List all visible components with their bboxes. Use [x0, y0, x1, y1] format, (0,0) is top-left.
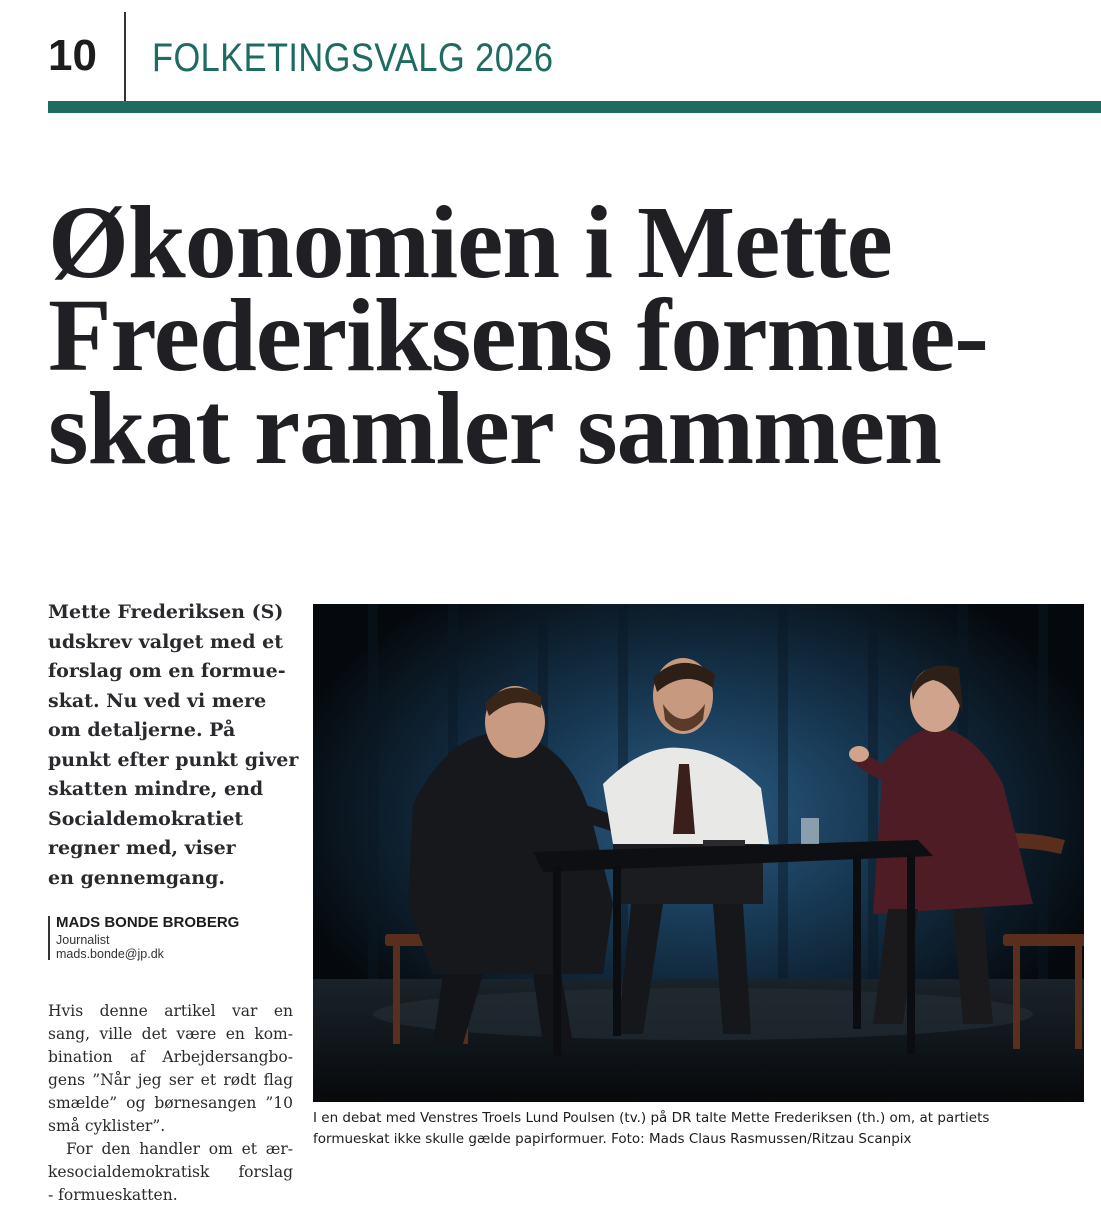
headline-line: skat ramler sammen	[48, 371, 941, 486]
lead-line: skatten mindre, end	[48, 778, 264, 800]
body-line: Hvis denne artikel var en	[48, 1002, 293, 1020]
lead-line: punkt efter punkt giver	[48, 748, 299, 771]
photo-caption	[313, 1108, 1093, 1150]
section-label: FOLKETINGSVALG 2026	[152, 36, 554, 80]
body-line: For den handler om et ær-	[66, 1140, 293, 1158]
lead-line: en gennemgang.	[48, 866, 226, 889]
page-header	[0, 0, 1101, 114]
caption-line: I en debat med Venstres Troels Lund Poulsen (tv.) på DR talte Mette Frederiksen (th.) om, at partiets	[313, 1110, 990, 1126]
body-line: små cyklister”.	[48, 1117, 166, 1135]
article-lead	[48, 598, 298, 893]
body-line: bination af Arbejdersangbo-	[48, 1048, 293, 1066]
article-body	[48, 1000, 293, 1207]
lead-line: skat. Nu ved vi mere	[48, 689, 267, 712]
lead-line: regner med, viser	[48, 837, 236, 859]
body-line: gens ”Når jeg ser et rødt flag	[48, 1071, 293, 1089]
byline-bar	[48, 916, 50, 960]
byline	[48, 914, 298, 962]
lead-line: Mette Frederiksen (S)	[48, 601, 284, 623]
article-photo	[313, 604, 1084, 1102]
body-line: kesocialdemokratisk forslag	[48, 1163, 293, 1181]
caption-line: formueskat ikke skulle gælde papirformuer. Foto: Mads Claus Rasmussen/Ritzau Scanpix	[313, 1131, 912, 1147]
article-headline	[48, 185, 1101, 486]
lead-line: udskrev valget med et	[48, 630, 284, 653]
body-line: - formueskatten.	[48, 1186, 178, 1204]
headline-line: Økonomien i Mette	[48, 185, 892, 300]
body-line: sang, ville det være en kom-	[48, 1025, 293, 1043]
headline-line: Frederiksens formue-	[48, 278, 988, 393]
debate-photo-illustration	[313, 604, 1084, 1102]
header-divider	[124, 12, 126, 102]
header-rule	[48, 101, 1101, 113]
byline-role: Journalist	[56, 933, 110, 947]
page-number: 10	[48, 31, 97, 80]
byline-email[interactable]: mads.bonde@jp.dk	[56, 947, 164, 961]
lead-line: forslag om en formue-	[48, 660, 286, 682]
lead-line: om detaljerne. På	[48, 719, 236, 741]
body-line: smælde” og børnesangen ”10	[48, 1094, 293, 1112]
lead-line: Socialdemokratiet	[48, 807, 244, 830]
byline-author: MADS BONDE BROBERG	[56, 914, 240, 931]
